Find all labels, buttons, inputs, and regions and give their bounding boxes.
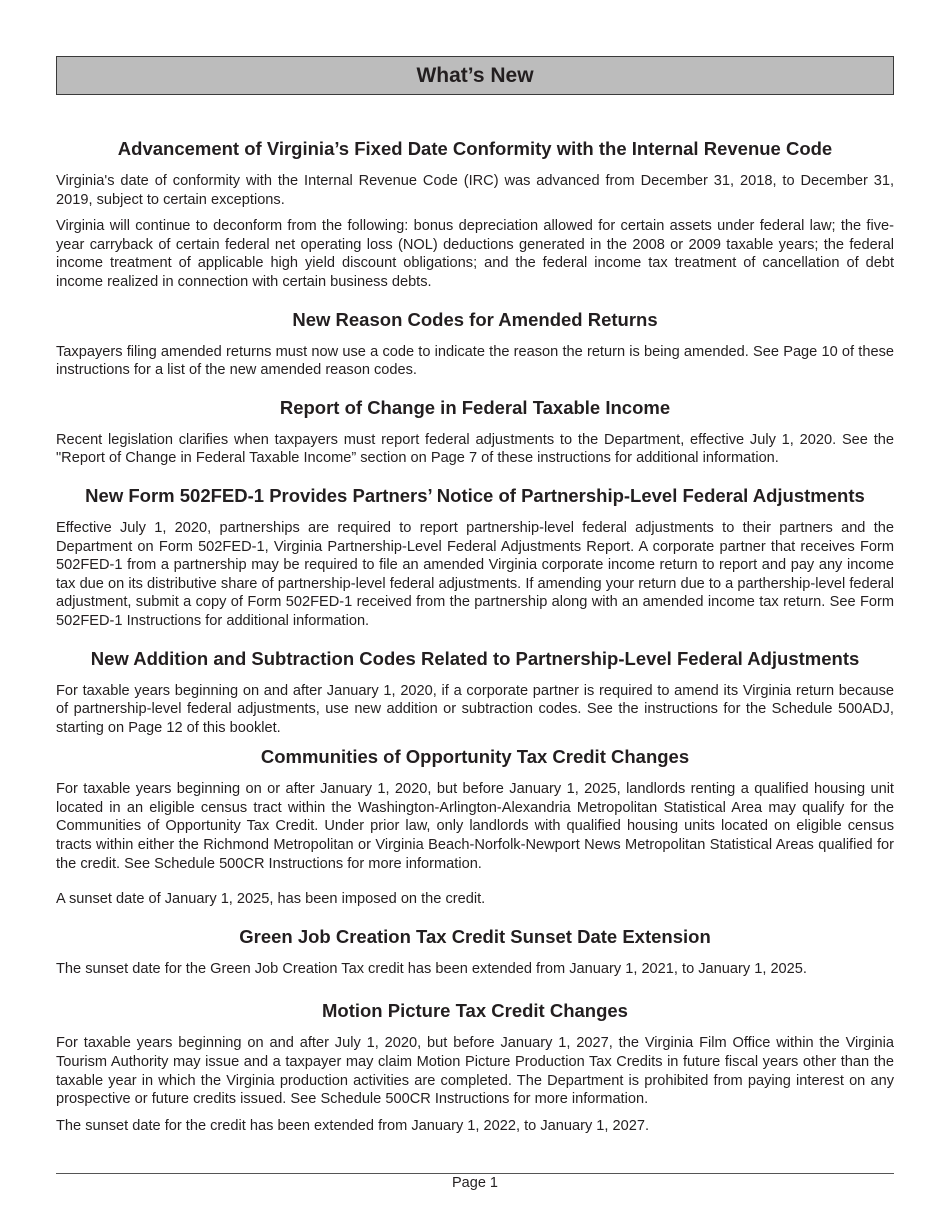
section-heading-reason-codes: New Reason Codes for Amended Returns (292, 308, 658, 330)
section-heading-communities-of-opportunity: Communities of Opportunity Tax Credit Changes (260, 746, 690, 768)
section-heading-green-job-creation: Green Job Creation Tax Credit Sunset Date Extension (239, 925, 711, 947)
section-heading-form-502fed-1: New Form 502FED-1 Provides Partners’ Notice of Partnership-Level Federal Adjustments (85, 484, 865, 506)
paragraph-motion-picture: For taxable years beginning on and after July 1, 2020, but before January 1, 2027, the Virginia Film Office within the Virginia Tourism Authority may issue and a taxpayer may claim Motion Picture Production Tax Credits in future fiscal years other than the taxable year in which the Virginia production activities are completed. The Department is prohibited from paying interest on any prospective or future credits issued. See Schedule 500CR Instructions for more information. (56, 1035, 894, 1108)
whats-new-banner: What’s New (56, 56, 894, 95)
page-number: Page 1 (452, 1175, 498, 1191)
paragraph-green-job-creation: The sunset date for the Green Job Creation Tax credit has been extended from January 1, 2021, to January 1, 2025. (56, 960, 807, 977)
page-content (56, 56, 894, 1135)
section-heading-addition-subtraction-codes: New Addition and Subtraction Codes Related to Partnership-Level Federal Adjustments (90, 647, 860, 669)
paragraph-form-502fed-1: Effective July 1, 2020, partnerships are required to report partnership-level federal adjustments to their partners and the Department on Form 502FED-1, Virginia Partnership-Level Federal Adjustments Report. A corporate partner that receives Form 502FED-1 from a partnership may be required to file an amended Virginia corporate income return to report and pay any income tax due on its distributive share of partnership-level federal adjustments. If amending your return due to a parthership-level federal adjustment, submit a copy of Form 502FED-1 received from the partnership along with an amended income tax return. See Form 502FED-1 Instructions for additional information. (56, 519, 894, 629)
paragraph-communities-of-opportunity: For taxable years beginning on or after January 1, 2020, but before January 1, 2025, landlords renting a qualified housing unit located in an eligible census tract within the Washington-Arlington-Alexandria Metropolitan Statistical Area may qualify for the Communities of Opportunity Tax Credit. Under prior law, only landlords with qualified housing units located on eligible census tracts within either the Richmond Metropolitan or Virginia Beach-Norfolk-Newport News Metropolitan Statistical Areas qualified for the credit. See Schedule 500CR Instructions for more information. (56, 781, 894, 872)
footer-divider (56, 1173, 894, 1174)
paragraph-reason-codes: Taxpayers filing amended returns must now use a code to indicate the reason the return is being amended. See Page 10 of these instructions for a list of the new amended reason codes. (56, 343, 894, 379)
paragraph-report-of-change: Recent legislation clarifies when taxpayers must report federal adjustments to the Department, effective July 1, 2020. See the "Report of Change in Federal Taxable Income” section on Page 7 of these instructions for additional information. (56, 431, 894, 467)
paragraph-motion-picture-sunset: The sunset date for the credit has been extended from January 1, 2022, to January 1, 2027. (56, 1117, 650, 1134)
paragraph-communities-sunset: A sunset date of January 1, 2025, has been imposed on the credit. (56, 891, 486, 908)
section-heading-conformity: Advancement of Virginia’s Fixed Date Conformity with the Internal Revenue Code (117, 138, 833, 159)
paragraph-deconformity: Virginia will continue to deconform from the following: bonus depreciation allowed for certain assets under federal law; the five-year carryback of certain federal net operating loss (NOL) deductions generated in the 2008 or 2009 taxable years; the federal income treatment of applicable high yield discount obligations; and the federal income tax treatment of cancellation of debt income realized in connection with certain business debts. (56, 218, 894, 290)
section-heading-motion-picture: Motion Picture Tax Credit Changes (322, 1000, 628, 1022)
paragraph-addition-subtraction-codes: For taxable years beginning on and after January 1, 2020, if a corporate partner is required to amend its Virginia return because of partnership-level federal adjustments, use new addition or subtraction codes. See the instructions for the Schedule 500ADJ, starting on Page 12 of this booklet. (56, 682, 894, 736)
paragraph-conformity-date: Virginia's date of conformity with the Internal Revenue Code (IRC) was advanced from December 31, 2018, to December 31, 2019, subject to certain exceptions. (56, 173, 894, 208)
section-heading-report-of-change: Report of Change in Federal Taxable Income (279, 396, 671, 418)
